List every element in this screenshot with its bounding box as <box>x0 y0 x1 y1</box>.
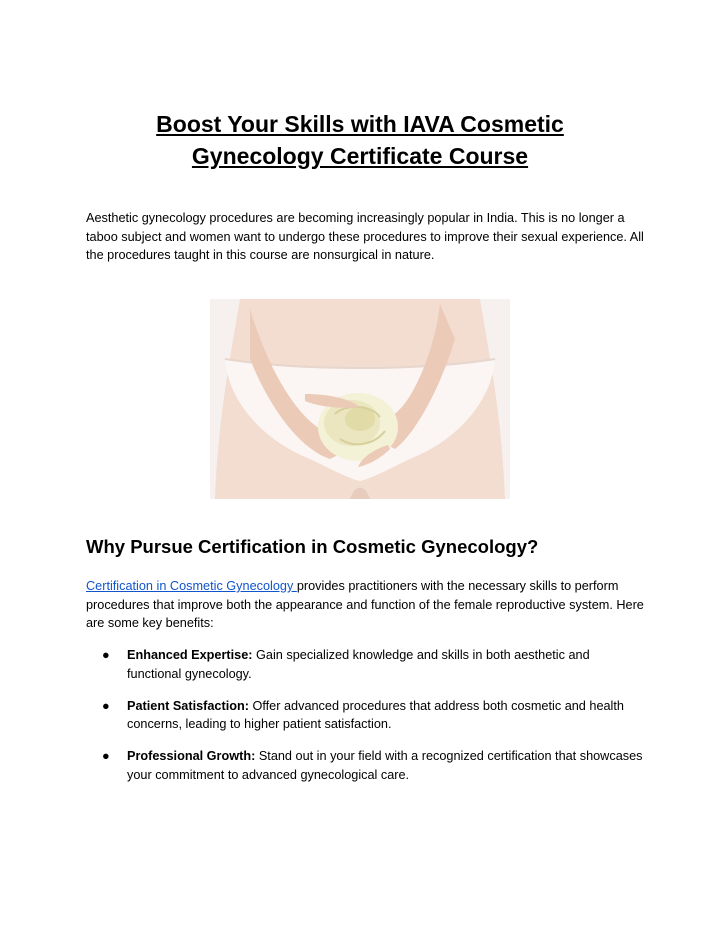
certification-link[interactable]: Certification in Cosmetic Gynecology <box>86 579 297 593</box>
intro-paragraph: Aesthetic gynecology procedures are becoming increasingly popular in India. This is no longer a taboo subject and women want to undergo these procedures to improve their sexual experience. All the procedures taught in this course are nonsurgical in nature. <box>86 211 644 262</box>
list-item <box>86 747 646 784</box>
bullet-icon: ● <box>102 648 110 662</box>
title-line-2: Gynecology Certificate Course <box>191 143 529 169</box>
benefit-text: Gain specialized knowledge and skills in both aesthetic and functional gynecology. <box>127 648 590 681</box>
bullet-icon: ● <box>102 698 110 713</box>
page-title <box>0 108 720 172</box>
section-paragraph-text: provides practitioners with the necessary skills to perform procedures that improve both the appearance and function of the female reproductive system. Here are some key benefits: <box>86 579 644 630</box>
benefits-list <box>86 646 646 798</box>
section-paragraph <box>86 577 646 633</box>
benefit-label: Professional Growth: <box>127 749 256 763</box>
section-heading: Why Pursue Certification in Cosmetic Gynecology? <box>86 536 539 557</box>
title-line-1: Boost Your Skills with IAVA Cosmetic <box>156 111 564 137</box>
benefit-label: Enhanced Expertise: <box>127 648 253 662</box>
benefit-text: Offer advanced procedures that address both cosmetic and health concerns, leading to higher patient satisfaction. <box>127 698 624 731</box>
bullet-icon: ● <box>102 749 110 763</box>
hero-photo <box>210 299 510 499</box>
benefit-label: Patient Satisfaction: <box>127 698 249 713</box>
list-item <box>86 646 646 683</box>
list-item <box>86 697 646 734</box>
benefit-text: Stand out in your field with a recognized certification that showcases your commitment to advanced gynecological care. <box>127 749 643 782</box>
